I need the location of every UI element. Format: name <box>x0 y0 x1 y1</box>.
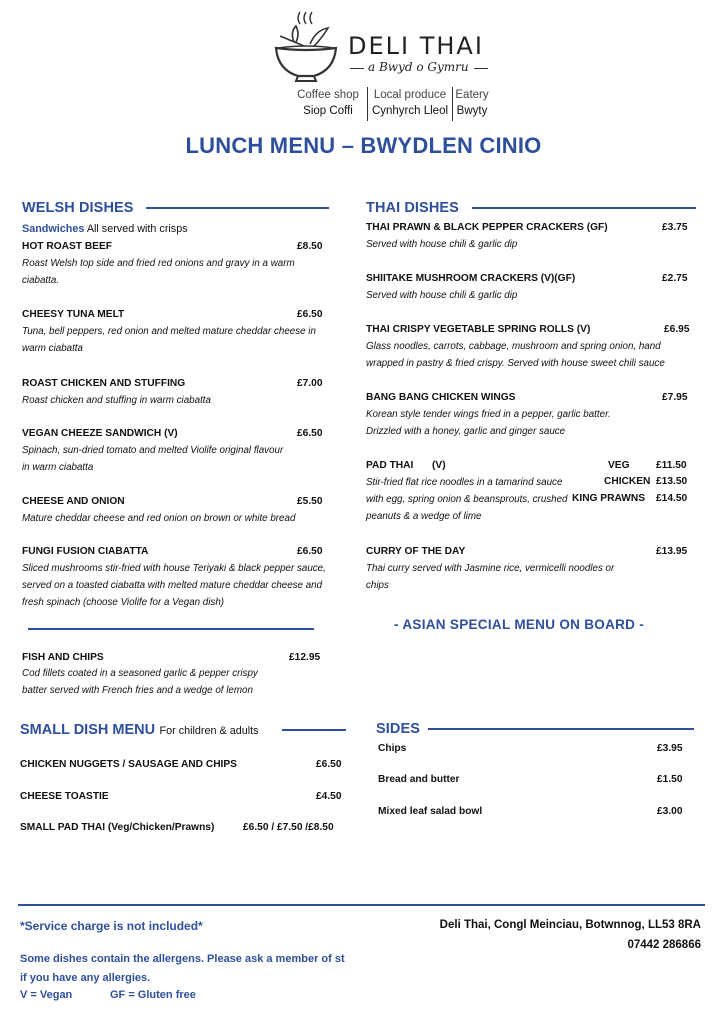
item-description: Served with house chili & garlic dip <box>366 239 518 250</box>
item-description: Glass noodles, carrots, cabbage, mushroom and spring onion, hand wrapped in pastry & fried crispy. Served with house sweet chili sauce <box>366 341 665 369</box>
item-description: Tuna, bell peppers, red onion and melted mature cheddar cheese in warm ciabatta <box>22 326 316 354</box>
section-divider <box>28 628 314 630</box>
special-menu-note: - ASIAN SPECIAL MENU ON BOARD - <box>394 617 645 632</box>
brand-tagline-rule-right <box>474 68 488 69</box>
item-description: Korean style tender wings fried in a pepper, garlic batter. Drizzled with a honey, garlic and ginger sauce <box>366 409 611 437</box>
item-price: £6.95 <box>664 324 690 335</box>
welsh-heading-rule <box>146 207 329 209</box>
item-description: Stir-fried flat rice noodles in a tamarind sauce with egg, spring onion & beansprouts, crushed peanuts & a wedge of lime <box>366 477 568 522</box>
small-dish-title: SMALL DISH MENU <box>20 722 156 738</box>
key-gluten-free: GF = Gluten free <box>110 989 196 1001</box>
item-name: CHICKEN NUGGETS / SAUSAGE AND CHIPS <box>20 759 237 770</box>
item-name: Chips <box>378 743 407 754</box>
sides-heading: SIDES <box>376 721 421 737</box>
item-price: £6.50 <box>297 546 323 557</box>
key-vegan: V = Vegan <box>20 989 73 1001</box>
item-description: Roast chicken and stuffing in warm ciabatta <box>22 395 211 406</box>
thai-heading-rule <box>472 207 696 209</box>
thai-heading: THAI DISHES <box>366 200 459 216</box>
welsh-heading: WELSH DISHES <box>22 200 134 216</box>
item-name: FISH AND CHIPS <box>22 652 104 663</box>
item-name: ROAST CHICKEN AND STUFFING <box>22 378 186 389</box>
sandwiches-note: All served with crisps <box>86 223 188 235</box>
small-dish-note: For children & adults <box>159 725 259 737</box>
item-price: £7.95 <box>662 392 688 403</box>
item-price: £2.75 <box>662 273 688 284</box>
item-description: Thai curry served with Jasmine rice, vermicelli noodles or chips <box>366 563 615 591</box>
item-name: THAI CRISPY VEGETABLE SPRING ROLLS (V) <box>366 324 591 335</box>
brand-tagline: a Bwyd o Gymru <box>368 60 469 74</box>
small-dish-heading-rule <box>282 729 346 731</box>
item-price: £5.50 <box>297 496 323 507</box>
item-name: HOT ROAST BEEF <box>22 241 112 252</box>
logo <box>270 8 502 83</box>
item-description: Roast Welsh top side and fried red onions and gravy in a warm ciabatta. <box>22 258 295 286</box>
item-description: Mature cheddar cheese and red onion on brown or white bread <box>22 513 296 524</box>
page-title: LUNCH MENU – BWYDLEN CINIO <box>185 133 542 158</box>
brand-tagline-rule-left <box>350 68 364 69</box>
sandwiches-label: Sandwiches <box>22 223 85 235</box>
item-price: £13.95 <box>656 546 688 557</box>
item-name: SMALL PAD THAI (Veg/Chicken/Prawns) <box>20 822 215 833</box>
small-dish-heading <box>20 721 259 739</box>
item-price: £1.50 <box>657 774 683 785</box>
footer-rule <box>18 904 705 906</box>
pad-thai-option-label: KING PRAWNS <box>572 493 646 504</box>
sides-heading-rule <box>428 728 694 730</box>
item-price: £6.50 / £7.50 /£8.50 <box>243 822 334 833</box>
item-name: THAI PRAWN & BLACK PEPPER CRACKERS (GF) <box>366 222 608 233</box>
item-name: CURRY OF THE DAY <box>366 546 466 557</box>
item-name: Bread and butter <box>378 774 460 785</box>
item-price: £3.00 <box>657 806 683 817</box>
item-name: CHEESY TUNA MELT <box>22 309 125 320</box>
item-name: CHEESE TOASTIE <box>20 791 109 802</box>
pad-thai-option-label: CHICKEN <box>604 476 651 487</box>
service-charge-note: *Service charge is not included* <box>20 919 203 933</box>
pad-thai-option-price: £14.50 <box>656 493 688 504</box>
item-description: Sliced mushrooms stir-fried with house Teriyaki & black pepper sauce, served on a toasted ciabatta with melted mature cheddar cheese and fresh spinach (choose Violife for a Vegan dish) <box>22 563 326 608</box>
allergen-line: Some dishes contain the allergens. Please ask a member of st <box>20 953 345 965</box>
item-name: PAD THAI <box>366 460 414 471</box>
item-name: BANG BANG CHICKEN WINGS <box>366 392 516 403</box>
tagline-divider <box>452 87 453 121</box>
item-name: Mixed leaf salad bowl <box>378 806 483 817</box>
pad-thai-option-price: £11.50 <box>656 460 687 471</box>
item-price: £4.50 <box>316 791 342 802</box>
item-description: Spinach, sun-dried tomato and melted Violife original flavour in warm ciabatta <box>22 445 284 473</box>
tagline-eatery: Eatery Bwyty <box>455 89 489 117</box>
bowl-icon <box>270 8 342 83</box>
item-price: £8.50 <box>297 241 323 252</box>
item-tag: (V) <box>432 460 446 471</box>
brand-name: DELI THAI <box>348 32 484 60</box>
item-price: £3.95 <box>657 743 683 754</box>
item-price: £12.95 <box>289 652 321 663</box>
footer-address: Deli Thai, Congl Meinciau, Botwnnog, LL53 8RA <box>439 919 701 931</box>
footer-phone: 07442 286866 <box>627 939 701 951</box>
tagline-divider <box>367 87 368 121</box>
pad-thai-option-price: £13.50 <box>656 476 688 487</box>
item-name: CHEESE AND ONION <box>22 496 125 507</box>
item-name: SHIITAKE MUSHROOM CRACKERS (V)(GF) <box>366 273 576 284</box>
item-description: Served with house chili & garlic dip <box>366 290 518 301</box>
item-price: £3.75 <box>662 222 688 233</box>
item-description: Cod fillets coated in a seasoned garlic & pepper crispy batter served with French fries and a wedge of lemon <box>22 668 258 696</box>
item-price: £6.50 <box>297 309 323 320</box>
item-price: £6.50 <box>316 759 342 770</box>
allergen-line: if you have any allergies. <box>20 972 151 984</box>
item-name: FUNGI FUSION CIABATTA <box>22 546 149 557</box>
item-price: £6.50 <box>297 428 323 439</box>
item-price: £7.00 <box>297 378 323 389</box>
tagline-coffee: Coffee shop Siop Coffi <box>297 89 359 117</box>
allergen-notice <box>20 950 374 988</box>
item-name: VEGAN CHEEZE SANDWICH (V) <box>22 428 178 439</box>
pad-thai-option-label: VEG <box>608 460 630 471</box>
sandwiches-subheading <box>22 223 188 235</box>
tagline-local: Local produce Cynhyrch Lleol <box>371 89 449 117</box>
